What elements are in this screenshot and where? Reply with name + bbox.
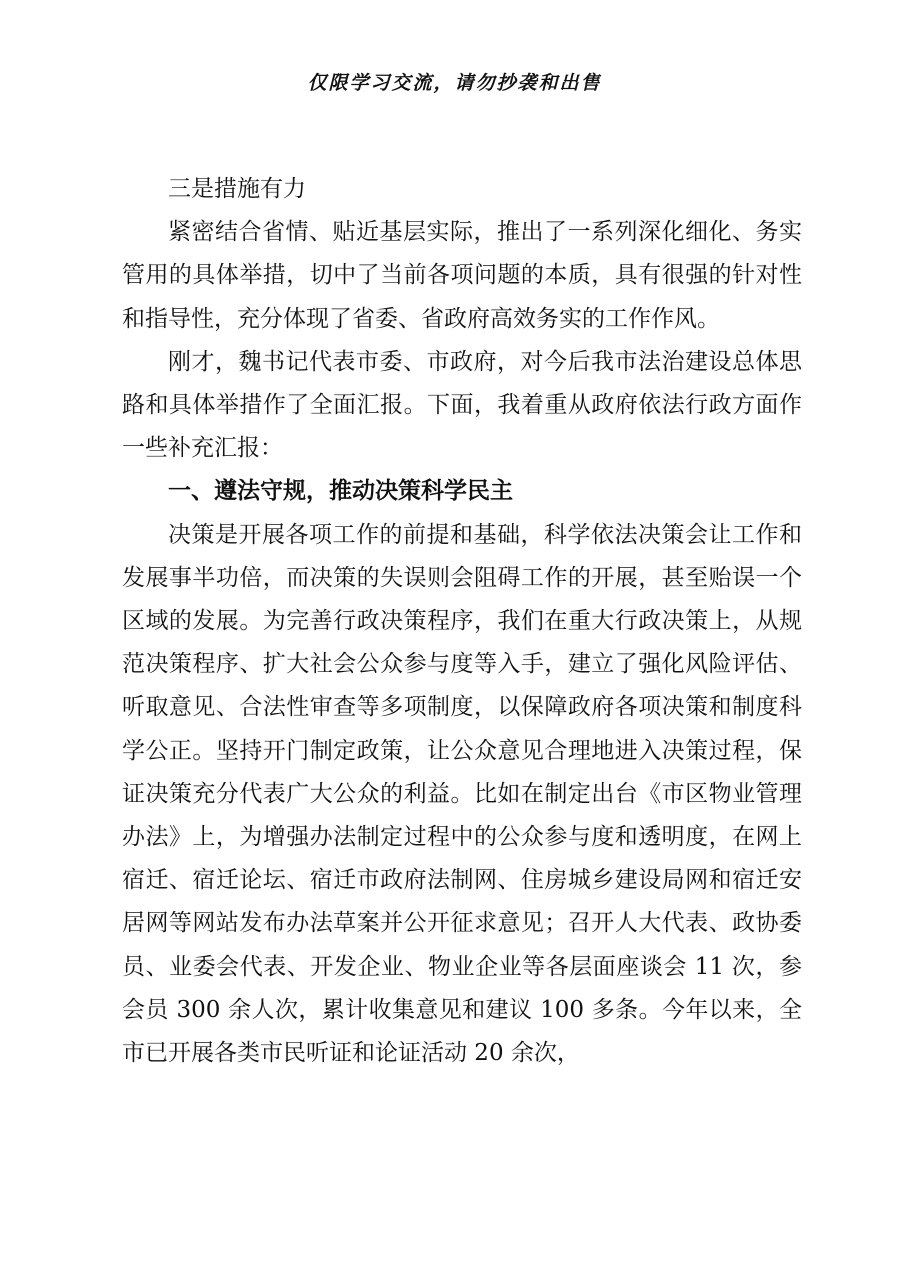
paragraph-1: 紧密结合省情、贴近基层实际，推出了一系列深化细化、务实管用的具体举措，切中了当前各项问题的本质，具有很强的针对性和指导性，充分体现了省委、省政府高效务实的工作作风。 — [122, 219, 802, 332]
watermark-header: 仅限学习交流，请勿抄袭和出售 — [307, 72, 602, 94]
subheading: 三是措施有力 — [168, 176, 306, 202]
section-paragraph: 决策是开展各项工作的前提和基础，科学依法决策会让工作和发展事半功倍，而决策的失误则会阻碍工作的开展，甚至贻误一个区域的发展。为完善行政决策程序，我们在重大行政决策上，从规范决策程序、扩大社会公众参与度等入手，建立了强化风险评估、听取意见、合法性审查等多项制度，以保障政府各项决策和制度科学公正。坚持开门制定政策，让公众意见合理地进入决策过程，保证决策充分代表广大公众的利益。比如在制定出台《市区物业管理办法》上，为增强办法制定过程中的公众参与度和透明度，在网上宿迁、宿迁论坛、宿迁市政府法制网、住房城乡建设局网和宿迁安居网等网站发布办法草案并公开征求意见；召开人大代表、政协委员、业委会代表、开发企业、物业企业等各层面座谈会 11 次，参会员 300 余人次，累计收集意见和建议 100 多条。今年以来，全市已开展各类市民听证和论证活动 20 余次， — [122, 521, 802, 1067]
paragraph-2: 刚才，魏书记代表市委、市政府，对今后我市法治建设总体思路和具体举措作了全面汇报。下面，我着重从政府依法行政方面作一些补充汇报： — [122, 348, 802, 462]
document-body — [122, 168, 802, 1075]
section-heading: 一、遵法守规，推动决策科学民主 — [168, 478, 513, 505]
